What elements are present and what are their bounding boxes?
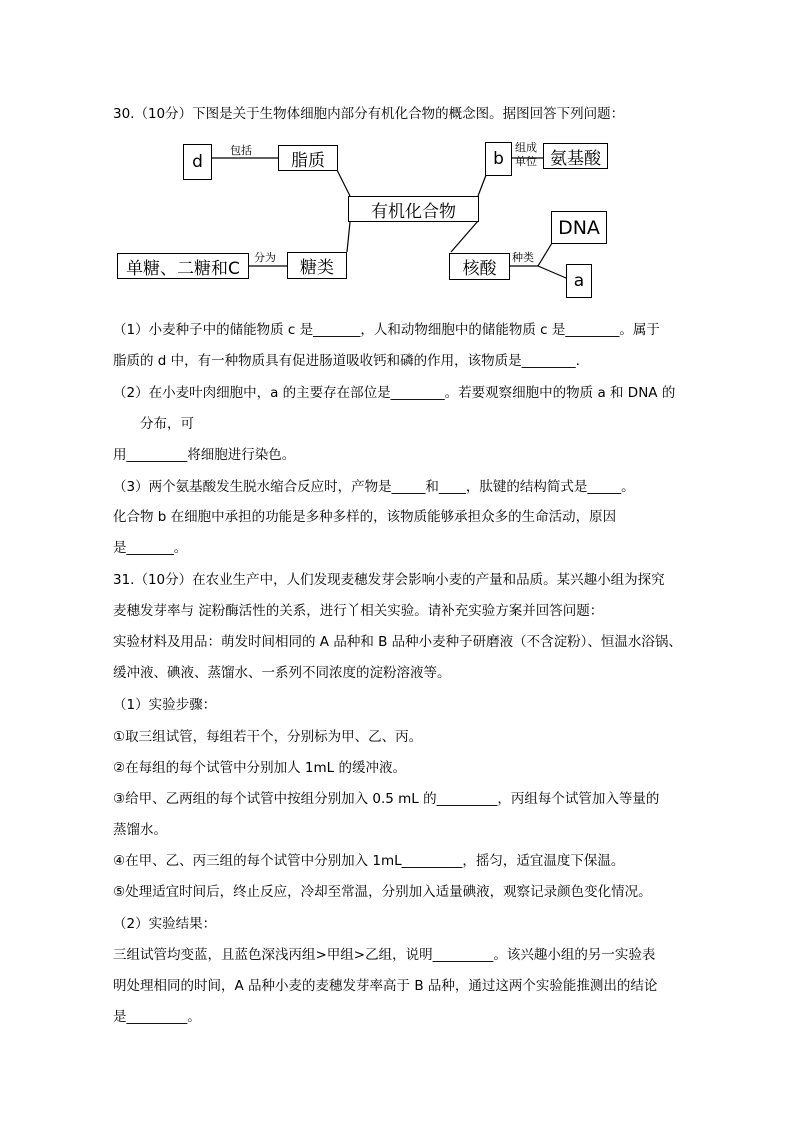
q30-p2-line3: 用_________将细胞进行染色。: [113, 447, 296, 463]
label-unit-bottom: 单位: [515, 155, 537, 168]
q31-steps-title: （1）实验步骤：: [113, 697, 217, 713]
q30-p2-line1: （2）在小麦叶肉细胞中，a 的主要存在部位是________。若要观察细胞中的物质 a 和 DNA 的: [113, 385, 676, 401]
q31-result-line1: 三组试管均变蓝，且蓝色深浅丙组>甲组>乙组，说明_________。该兴趣小组的另一实验表: [113, 947, 656, 963]
q30-p2-line2: 分布，可: [140, 416, 194, 432]
q31-stem-line2: 麦穗发芽率与 淀粉酶活性的关系，进行丫相关实验。请补充实验方案并回答问题：: [113, 603, 604, 619]
q31-step3-line2: 蒸馏水。: [113, 822, 167, 838]
box-d: d: [183, 144, 212, 180]
box-dna: DNA: [551, 211, 607, 244]
q30-p3-line3: 是_______。: [113, 540, 188, 556]
q31-step5: ⑤处理适宜时间后，终止反应，冷却至常温，分别加入适量碘液，观察记录颜色变化情况。: [113, 884, 652, 900]
box-nucleic-acid: 核酸: [449, 253, 510, 280]
q30-stem: 30.（10分）下图是关于生物体细胞内部分有机化合物的概念图。据图回答下列问题：: [113, 106, 625, 122]
q30-p1-line2: 脂质的 d 中，有一种物质具有促进肠道吸收钙和磷的作用，该物质是________.: [113, 353, 580, 369]
label-kind: 种类: [512, 251, 534, 264]
q30-p1-line1: （1）小麦种子中的储能物质 c 是_______，人和动物细胞中的储能物质 c 是________。属于: [113, 322, 660, 338]
q30-p3-line2: 化合物 b 在细胞中承担的功能是多种多样的，该物质能够承担众多的生命活动，原因: [113, 509, 617, 525]
box-lipid: 脂质: [278, 145, 338, 171]
q31-step4: ④在甲、乙、丙三组的每个试管中分别加入 1mL_________，摇匀，适宜温度下保温。: [113, 853, 625, 869]
q31-result-line2: 明处理相同的时间，A 品种小麦的麦穗发芽率高于 B 品种，通过这两个实验能推测出的结论: [113, 978, 658, 994]
box-b: b: [485, 142, 512, 176]
q31-materials-line1: 实验材料及用品：萌发时间相同的 A 品种和 B 品种小麦种子研磨液（不含淀粉）、恒温水浴锅、: [113, 634, 682, 650]
label-divided: 分为: [254, 251, 276, 264]
box-organic-compounds: 有机化合物: [348, 196, 479, 222]
q31-step3-line1: ③给甲、乙两组的每个试管中按组分别加入 0.5 mL 的_________，丙组每个试管加入等量的: [113, 791, 660, 807]
label-unit-top: 组成: [515, 141, 537, 154]
q31-result-line3: 是_________。: [113, 1009, 201, 1025]
label-include: 包括: [230, 144, 252, 157]
q31-step2: ②在每组的每个试管中分别加人 1mL 的缓冲液。: [113, 760, 406, 776]
q31-materials-line2: 缓冲液、碘液、蒸馏水、一系列不同浓度的淀粉溶液等。: [113, 665, 451, 681]
q31-results-title: （2）实验结果：: [113, 916, 217, 932]
box-a: a: [566, 264, 592, 298]
box-sugar-kinds: 单糖、二糖和C: [117, 253, 249, 279]
box-sugar: 糖类: [287, 252, 347, 279]
q31-stem-line1: 31.（10分）在农业生产中，人们发现麦穗发芽会影响小麦的产量和品质。某兴趣小组为探究: [113, 572, 665, 588]
q30-p3-line1: （3）两个氨基酸发生脱水缩合反应时，产物是_____和____，肽键的结构简式是_____。: [113, 479, 635, 495]
q31-step1: ①取三组试管，每组若干个，分别标为甲、乙、丙。: [113, 729, 423, 745]
box-amino-acid: 氨基酸: [543, 143, 608, 169]
